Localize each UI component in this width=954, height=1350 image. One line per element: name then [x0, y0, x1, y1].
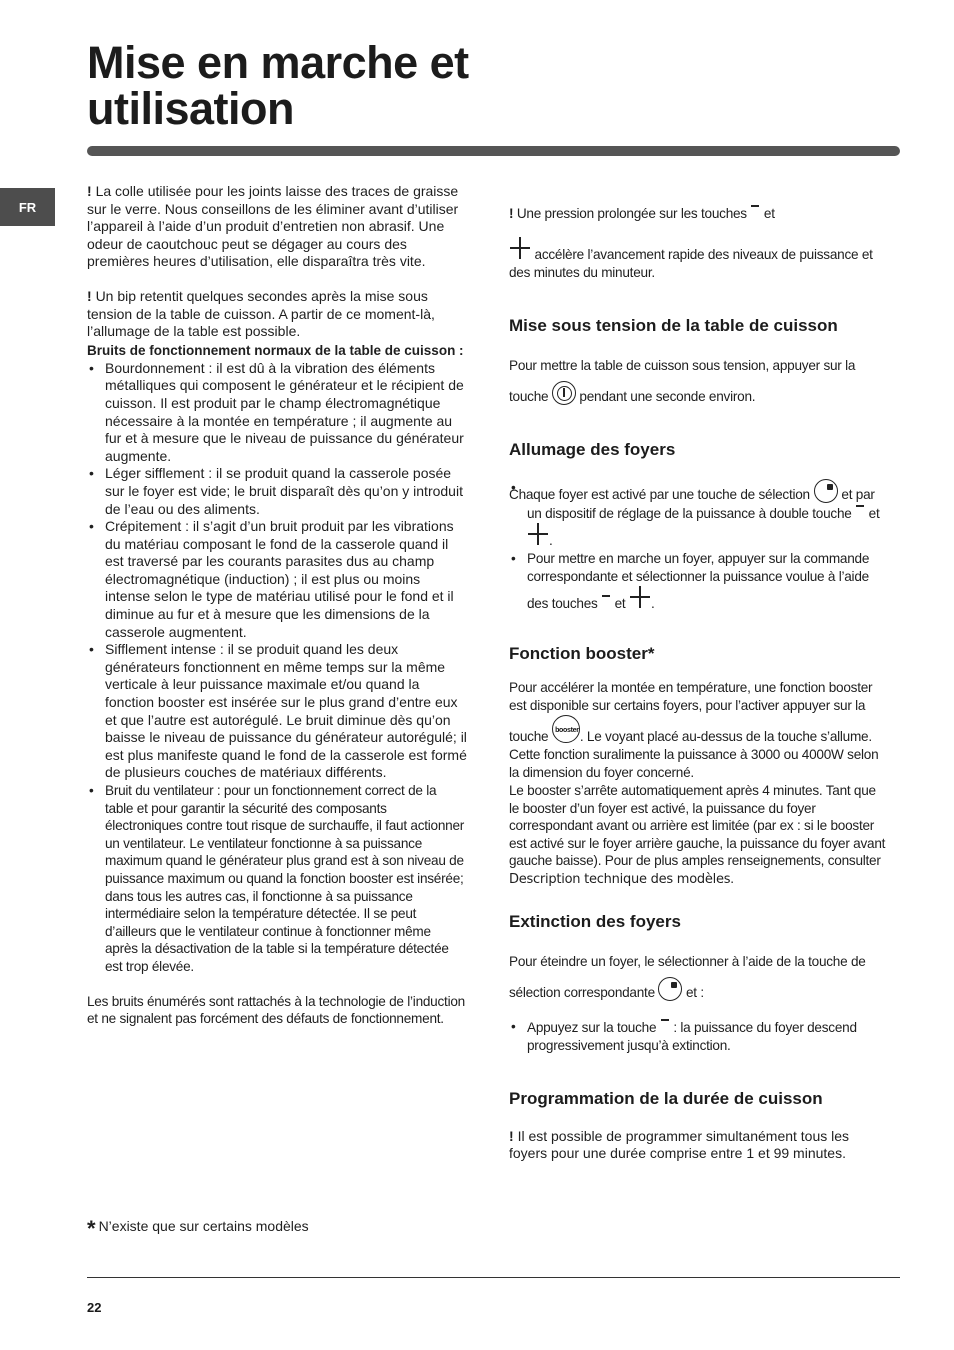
programming-note: ! Il est possible de programmer simultanément tous les foyers pour une durée comprise entre 1 et 99 minutes.	[509, 1127, 850, 1162]
selection-icon	[658, 977, 682, 1001]
minus-icon	[855, 504, 865, 518]
title-rule	[87, 146, 900, 156]
warning-glue-text: La colle utilisée pour les joints laisse des traces de graisse sur le verre. Nous conseillons de les éliminer avant d’utiliser l’appareil à l’aide d’un produit d’entretien non abrasif. Une odeur de caoutchouc peut se dégager au cours des premières heures d’utilisation, elle disparaîtra très vite.	[87, 183, 459, 270]
technical-reference: Description technique des modèles	[509, 871, 731, 887]
list-item: • Appuyez sur la touche : la puissance du foyer descend progressivement jusqu’à extinction.	[509, 1018, 889, 1055]
list-item: • Bourdonnement : il est dû à la vibration des éléments métalliques qui composent le générateur et le récipient de cuisson. Il est produit par le champ électromagnétique nécessaire à la montée en température ; il augmente au fur et à mesure que le niveau de puissance du générateur augmente.	[87, 360, 467, 466]
page-title-line-1: Mise en marche et	[87, 37, 469, 88]
list-item: • Sifflement intense : il se produit quand les deux générateurs fonctionnent en même temps sur la même verticale à leur puissance maximale et/ou quand la fonction booster est insérée sur le plus grand d’entre eux et que l’autre est autorégulé. Le bruit diminue dès qu’on baisse le niveau de puissance du générateur autorégulé; il est plus manifeste quand le fond de la casserole est formé de plusieurs couches de matériaux différents.	[87, 641, 467, 782]
list-item: • Bruit du ventilateur : pour un fonctionnement correct de la table et pour garantir la sécurité des composants électroniques contre tout risque de surchauffe, il faut actionner un ventilateur. Le ventilateur fonctionne à sa puissance maximum quand le générateur plus grand est à son niveau de puissance maximum ou quand la fonction booster est insérée; dans tous les autres cas, il fonctionne à sa puissance intermédiaire selon la température détectée. Il se peut d’ailleurs que le ventilateur continue à fonctionner même après la désactivation de la table si la température détectée est trop élevée.	[87, 782, 467, 976]
booster-details: Le booster s’arrête automatiquement après 4 minutes. Tant que le booster d’un foyer est activé, la puissance du foyer correspondant avant ou arrière est limitée (par ex : si le booster est activé sur le foyer arrière gauche, la puissance du foyer avant gauche baisse). Pour de plus amples renseignements, consulter Description technique des modèles.	[509, 783, 886, 887]
ignition-intro: • Chaque foyer est activé par une touche de sélection et par un dispositif de réglage de la puissance à double touche et .	[509, 479, 889, 550]
asterisk-icon: *	[87, 1216, 96, 1241]
noise-heading: Bruits de fonctionnement normaux de la table de cuisson :	[87, 342, 464, 358]
right-column	[509, 200, 889, 1163]
heading-programming: Programmation de la durée de cuisson	[509, 1088, 823, 1108]
ignition-list	[509, 479, 889, 550]
extinction-list	[509, 1018, 889, 1055]
minus-icon	[750, 204, 760, 218]
footnote	[87, 1216, 309, 1242]
noise-list	[87, 360, 467, 976]
plus-icon	[527, 523, 549, 545]
heading-booster: Fonction booster*	[509, 644, 655, 663]
minus-icon	[601, 594, 611, 608]
plus-icon	[509, 237, 531, 259]
language-tab: FR	[0, 188, 55, 226]
list-item: • Léger sifflement : il se produit quand la casserole posée sur le foyer est vide; le bruit disparaît dès qu’on y introduit de l’eau ou des aliments.	[87, 465, 467, 518]
noise-closing: Les bruits énumérés sont rattachés à la technologie de l’induction et ne signalent pas forcément des défauts de fonctionnement.	[87, 993, 465, 1027]
warning-mark: !	[87, 183, 92, 199]
minus-icon	[660, 1018, 670, 1032]
warning-glue	[87, 183, 467, 271]
booster-text: Pour accélérer la montée en température, une fonction booster est disponible sur certains foyers, pour l’activer appuyer sur la touche booster . Le voyant placé au-dessus de la touche s’allume. Cette fonction suralimente la puissance à 3000 ou 4000W selon la dimension du foyer concerné.	[509, 680, 879, 780]
plus-icon	[629, 586, 651, 608]
heading-extinction: Extinction des foyers	[509, 911, 681, 931]
selection-icon	[814, 479, 838, 503]
footer-rule	[87, 1277, 900, 1278]
page-title-line-2: utilisation	[87, 83, 294, 134]
long-press-note: ! Une pression prolongée sur les touches et accélère l’avancement rapide des niveaux de puissance et des minutes du minuteur.	[509, 206, 873, 280]
footnote-text: N’existe que sur certains modèles	[98, 1218, 309, 1234]
booster-icon: booster	[552, 715, 580, 743]
ignition-steps	[509, 550, 889, 613]
list-item: • Crépitement : il s’agit d’un bruit produit par les vibrations du matériau composant le fond de la casserole quand il est traversé par les courants parasites dus au champ électromagnétique (induction) ; il est plus ou moins intense selon le type de matériau utilisé pour le fond et il diminue au fur et à mesure que les dimensions de la casserole augmentent.	[87, 518, 467, 641]
warning-mark: !	[509, 1127, 514, 1144]
list-item: • Pour mettre en marche un foyer, appuyer sur la commande correspondante et sélectionner la puissance voulue à l’aide des touches et .	[509, 550, 889, 613]
warning-mark: !	[87, 287, 92, 304]
warning-beep	[87, 288, 467, 341]
heading-ignition: Allumage des foyers	[509, 440, 676, 459]
warning-mark: !	[509, 206, 514, 221]
left-column	[87, 183, 467, 1028]
power-icon	[552, 381, 576, 405]
warning-beep-text: Un bip retentit quelques secondes après la mise sous tension de la table de cuisson. A partir de ce moment-là, l’allumage de la table est possible.	[87, 287, 435, 340]
page-title	[87, 37, 469, 134]
heading-power-on: Mise sous tension de la table de cuisson	[509, 316, 838, 335]
page-number: 22	[87, 1300, 102, 1315]
power-on-text: Pour mettre la table de cuisson sous tension, appuyer sur la touche pendant une seconde environ.	[509, 358, 856, 404]
extinction-text: Pour éteindre un foyer, le sélectionner à l’aide de la touche de sélection correspondante et :	[509, 953, 866, 1000]
